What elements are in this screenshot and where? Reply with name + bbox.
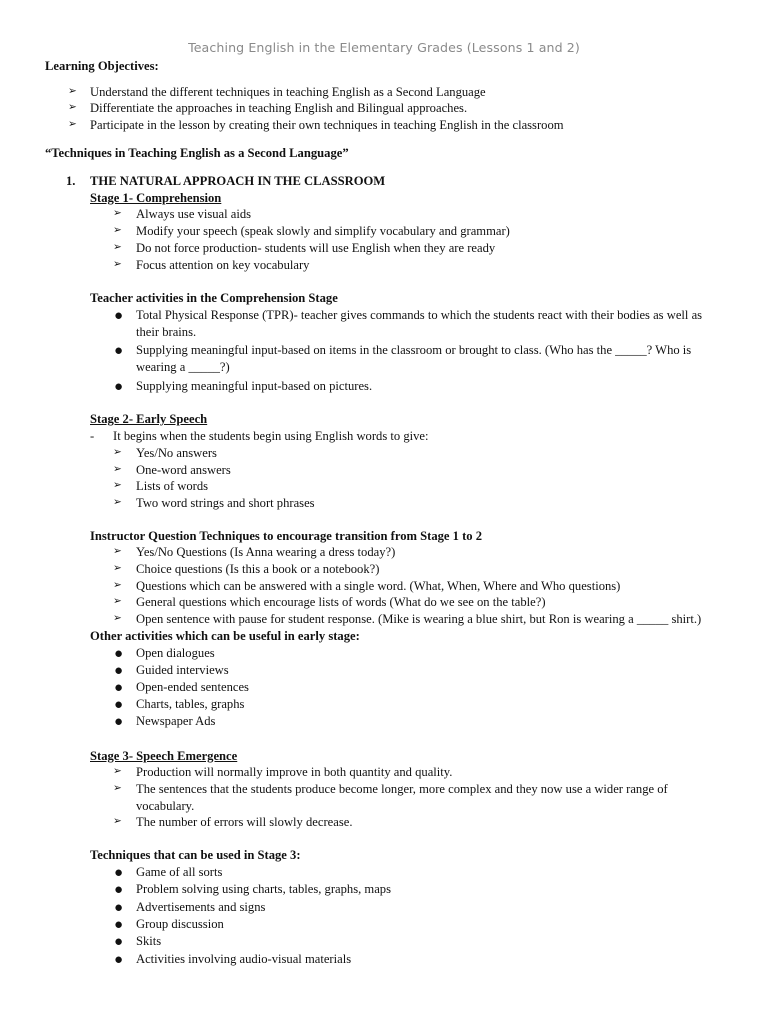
section-natural-approach — [0, 173, 768, 968]
arrow-bullet-icon: ➢ — [113, 766, 122, 778]
list-item: ➢ Modify your speech (speak slowly and simplify vocabulary and grammar) — [113, 224, 510, 239]
list-item: ● Supplying meaningful input-based on items in the classroom or brought to class. (Who has the _____? Who is wearing a _____?) — [114, 343, 692, 375]
stage3-list — [0, 764, 768, 831]
arrow-bullet-icon: ➢ — [113, 563, 122, 575]
bullet-dot-icon: ● — [114, 645, 124, 662]
instructor-questions-list — [0, 544, 768, 628]
stage1-list — [0, 206, 768, 273]
objectives-heading: Learning Objectives: — [45, 59, 159, 73]
bullet-dot-icon: ● — [114, 882, 124, 899]
other-activities-list — [0, 645, 768, 731]
list-item: ➢ Questions which can be answered with a single word. (What, When, Where and Who questions) — [113, 578, 621, 593]
section-title: THE NATURAL APPROACH IN THE CLASSROOM — [90, 174, 386, 188]
stage2-intro: - It begins when the students begin using English words to give: — [90, 429, 429, 444]
bullet-dot-icon: ● — [114, 343, 124, 360]
arrow-bullet-icon: ➢ — [113, 816, 122, 828]
list-item: ➢ One-word answers — [113, 462, 231, 477]
bullet-dot-icon: ● — [114, 864, 124, 881]
list-item: ➢ Focus attention on key vocabulary — [113, 257, 310, 272]
list-item: ➢ The sentences that the students produce become longer, more complex and they now use a wider range of vocabulary. — [113, 782, 668, 813]
list-item: ➢ The number of errors will slowly decrease. — [113, 815, 353, 830]
arrow-bullet-icon: ➢ — [113, 258, 122, 270]
bullet-dot-icon: ● — [114, 951, 124, 968]
section-number: 1. — [66, 174, 76, 188]
stage3-heading: Stage 3- Speech Emergence — [90, 748, 238, 763]
arrow-bullet-icon: ➢ — [68, 102, 77, 114]
arrow-bullet-icon: ➢ — [113, 463, 122, 475]
objectives-list — [0, 84, 768, 134]
list-item: ➢ Production will normally improve in both quantity and quality. — [113, 765, 453, 780]
bullet-dot-icon: ● — [114, 378, 124, 395]
list-item: ➢ Do not force production- students will use English when they are ready — [113, 240, 496, 255]
list-item: ● Problem solving using charts, tables, graphs, maps — [114, 882, 391, 899]
list-item: ➢ Yes/No answers — [113, 445, 217, 460]
list-item: ● Advertisements and signs — [114, 899, 266, 916]
learning-objectives — [0, 58, 768, 134]
bullet-dot-icon: ● — [114, 662, 124, 679]
objective-item: ➢ Understand the different techniques in teaching English as a Second Language — [68, 84, 486, 99]
list-item: ➢ General questions which encourage lists of words (What do we see on the table?) — [113, 595, 546, 610]
bullet-dot-icon: ● — [114, 899, 124, 916]
stage1-heading: Stage 1- Comprehension — [90, 190, 222, 205]
arrow-bullet-icon: ➢ — [68, 119, 77, 131]
stage2-list — [0, 445, 768, 512]
arrow-bullet-icon: ➢ — [113, 446, 122, 458]
list-item: ➢ Always use visual aids — [113, 207, 252, 222]
bullet-dot-icon: ● — [114, 714, 124, 731]
arrow-bullet-icon: ➢ — [113, 480, 122, 492]
arrow-bullet-icon: ➢ — [113, 241, 122, 253]
stage2-heading: Stage 2- Early Speech — [90, 412, 208, 427]
arrow-bullet-icon: ➢ — [113, 496, 122, 508]
list-item: ● Supplying meaningful input-based on pictures. — [114, 378, 373, 395]
list-item: ● Group discussion — [114, 917, 224, 934]
arrow-bullet-icon: ➢ — [113, 596, 122, 608]
list-item: ● Game of all sorts — [114, 864, 223, 881]
page-header: Teaching English in the Elementary Grades (Lessons 1 and 2) — [188, 40, 580, 55]
list-item: ● Newspaper Ads — [114, 714, 216, 731]
list-item: ● Open dialogues — [114, 645, 215, 662]
bullet-dot-icon: ● — [114, 917, 124, 934]
main-title: “Techniques in Teaching English as a Second Language” — [45, 146, 349, 160]
objective-item: ➢ Participate in the lesson by creating their own techniques in teaching English in the classroom — [68, 118, 564, 133]
arrow-bullet-icon: ➢ — [113, 225, 122, 237]
bullet-dot-icon: ● — [114, 697, 124, 714]
list-item: ➢ Choice questions (Is this a book or a notebook?) — [113, 562, 380, 577]
list-item: ➢ Yes/No Questions (Is Anna wearing a dress today?) — [113, 545, 396, 560]
list-item: ➢ Two word strings and short phrases — [113, 495, 315, 510]
objective-item: ➢ Differentiate the approaches in teaching English and Bilingual approaches. — [68, 101, 468, 116]
arrow-bullet-icon: ➢ — [113, 613, 122, 625]
arrow-bullet-icon: ➢ — [113, 208, 122, 220]
arrow-bullet-icon: ➢ — [113, 579, 122, 591]
bullet-dot-icon: ● — [114, 679, 124, 696]
arrow-bullet-icon: ➢ — [113, 546, 122, 558]
teacher-activities-list — [0, 307, 768, 395]
teacher-activities-heading: Teacher activities in the Comprehension Stage — [90, 291, 338, 306]
list-item: ● Charts, tables, graphs — [114, 697, 245, 714]
dash-marker: - — [90, 429, 95, 444]
stage3-techniques-list — [0, 864, 768, 968]
list-item: ● Total Physical Response (TPR)- teacher gives commands to which the students react with their bodies as well as their brains. — [114, 307, 703, 339]
list-item: ● Guided interviews — [114, 662, 229, 679]
list-item: ● Open-ended sentences — [114, 679, 249, 696]
bullet-dot-icon: ● — [114, 307, 124, 324]
arrow-bullet-icon: ➢ — [113, 783, 122, 794]
instructor-questions-heading: Instructor Question Techniques to encourage transition from Stage 1 to 2 — [90, 528, 483, 543]
list-item: ➢ Lists of words — [113, 479, 209, 494]
bullet-dot-icon: ● — [114, 934, 124, 951]
arrow-bullet-icon: ➢ — [68, 85, 77, 97]
other-activities-heading: Other activities which can be useful in early stage: — [90, 628, 360, 643]
stage3-techniques-heading: Techniques that can be used in Stage 3: — [90, 848, 301, 863]
list-item: ➢ Open sentence with pause for student response. (Mike is wearing a blue shirt, but Ron is wearing a _____ shirt.) — [113, 612, 702, 627]
list-item: ● Skits — [114, 934, 162, 951]
list-item: ● Activities involving audio-visual materials — [114, 951, 352, 968]
